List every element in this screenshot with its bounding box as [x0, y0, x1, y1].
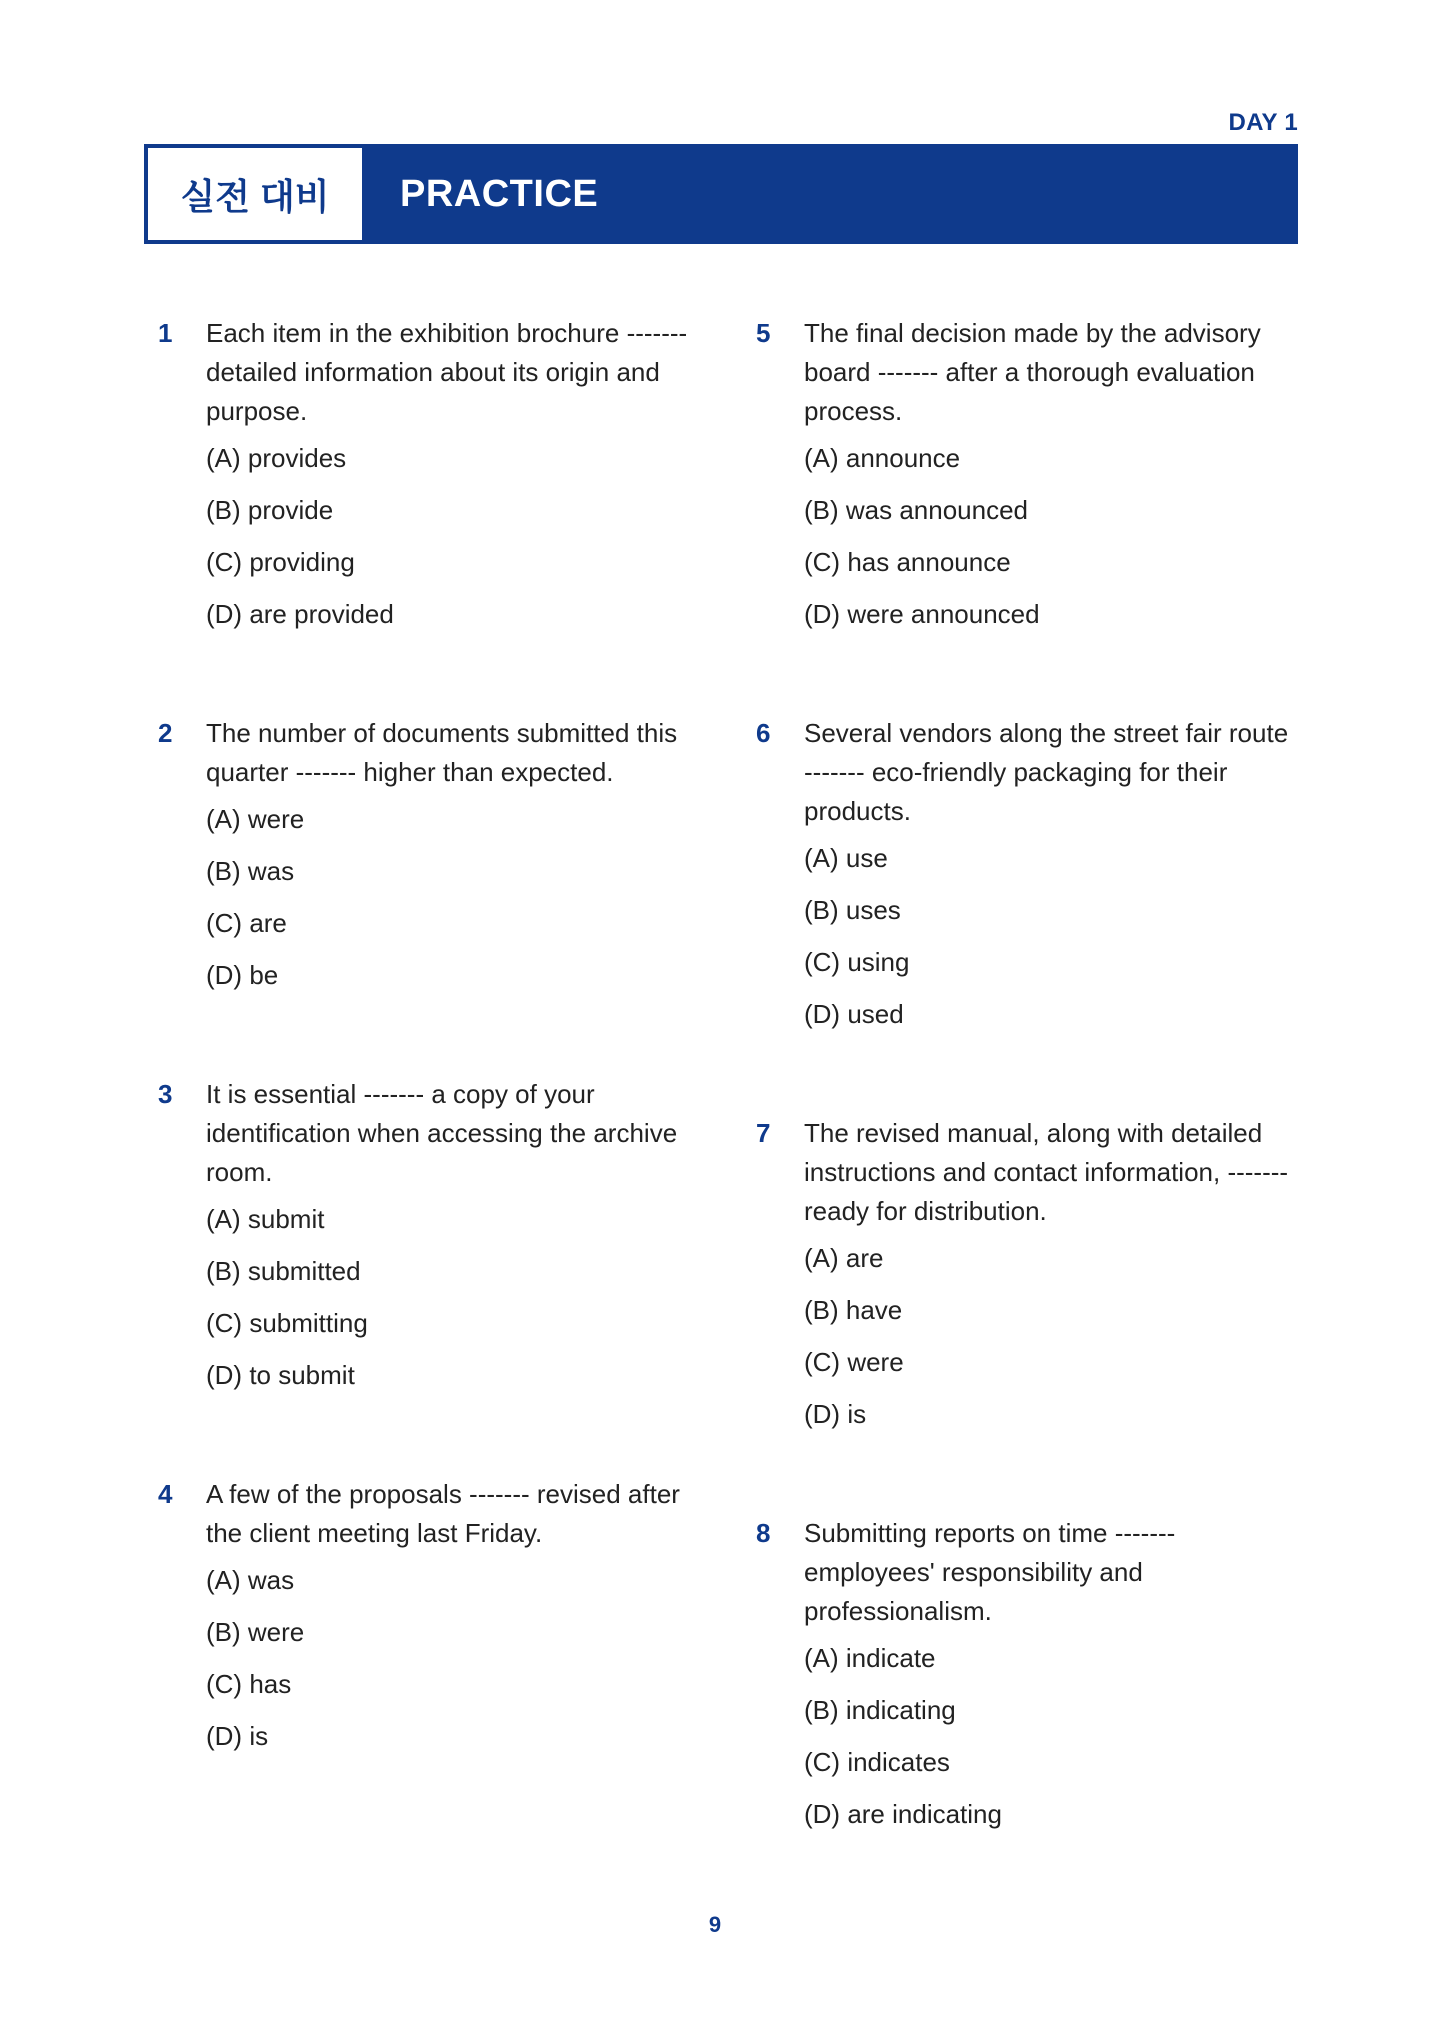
question-stem: Several vendors along the street fair route ------- eco-friendly packaging for their products. [804, 718, 1289, 826]
question-stem: Each item in the exhibition brochure ------- detailed information about its origin and purpose. [206, 318, 688, 426]
banner-title: PRACTICE [400, 172, 599, 215]
option-a: (A) announce [804, 443, 961, 473]
option-d: (D) used [804, 999, 904, 1029]
question-number: 6 [756, 718, 771, 748]
question-4 [144, 1475, 704, 1762]
option-b: (B) indicating [804, 1695, 956, 1725]
question-2 [144, 714, 704, 1001]
question-stem: The number of documents submitted this quarter ------- higher than expected. [206, 718, 678, 787]
option-c: (C) are [206, 908, 287, 938]
question-stem: Submitting reports on time ------- employees' responsibility and professionalism. [804, 1518, 1176, 1626]
question-number: 4 [158, 1479, 173, 1509]
right-column [742, 314, 1302, 1840]
option-d: (D) were announced [804, 599, 1040, 629]
question-stem: The revised manual, along with detailed instructions and contact information, ------- ready for distribution. [804, 1118, 1289, 1226]
option-b: (B) uses [804, 895, 901, 925]
option-d: (D) are provided [206, 599, 394, 629]
option-d: (D) to submit [206, 1360, 355, 1390]
option-b: (B) provide [206, 495, 334, 525]
question-1 [144, 314, 704, 640]
option-a: (A) submit [206, 1204, 325, 1234]
option-d: (D) is [206, 1721, 269, 1751]
question-8 [742, 1514, 1302, 1840]
option-c: (C) has [206, 1669, 292, 1699]
option-c: (C) has announce [804, 547, 1011, 577]
option-a: (A) was [206, 1565, 295, 1595]
option-d: (D) be [206, 960, 279, 990]
question-3 [144, 1075, 704, 1401]
option-b: (B) have [804, 1295, 903, 1325]
question-7 [742, 1114, 1302, 1440]
day-label: DAY 1 [1228, 109, 1298, 136]
option-a: (A) indicate [804, 1643, 936, 1673]
section-banner [144, 144, 1298, 244]
page-number: 9 [708, 1912, 722, 1937]
question-number: 7 [756, 1118, 771, 1148]
option-b: (B) was [206, 856, 295, 886]
option-b: (B) was announced [804, 495, 1029, 525]
option-d: (D) is [804, 1399, 867, 1429]
question-number: 5 [756, 318, 771, 348]
question-number: 8 [756, 1518, 771, 1548]
option-a: (A) use [804, 843, 888, 873]
question-stem: A few of the proposals ------- revised after the client meeting last Friday. [206, 1479, 680, 1548]
option-a: (A) provides [206, 443, 347, 473]
question-6 [742, 714, 1302, 1040]
question-5 [742, 314, 1302, 640]
option-b: (B) submitted [206, 1256, 361, 1286]
option-a: (A) are [804, 1243, 884, 1273]
left-column [144, 314, 704, 1762]
option-c: (C) indicates [804, 1747, 950, 1777]
option-c: (C) using [804, 947, 910, 977]
question-number: 3 [158, 1079, 173, 1109]
option-d: (D) are indicating [804, 1799, 1002, 1829]
option-c: (C) providing [206, 547, 355, 577]
question-stem: The final decision made by the advisory board ------- after a thorough evaluation process. [804, 318, 1261, 426]
option-b: (B) were [206, 1617, 305, 1647]
option-c: (C) were [804, 1347, 904, 1377]
question-stem: It is essential ------- a copy of your identification when accessing the archive room. [206, 1079, 678, 1187]
option-a: (A) were [206, 804, 305, 834]
option-c: (C) submitting [206, 1308, 368, 1338]
question-number: 2 [158, 718, 173, 748]
question-number: 1 [158, 318, 173, 348]
banner-korean-title: 실전 대비 [148, 148, 362, 240]
